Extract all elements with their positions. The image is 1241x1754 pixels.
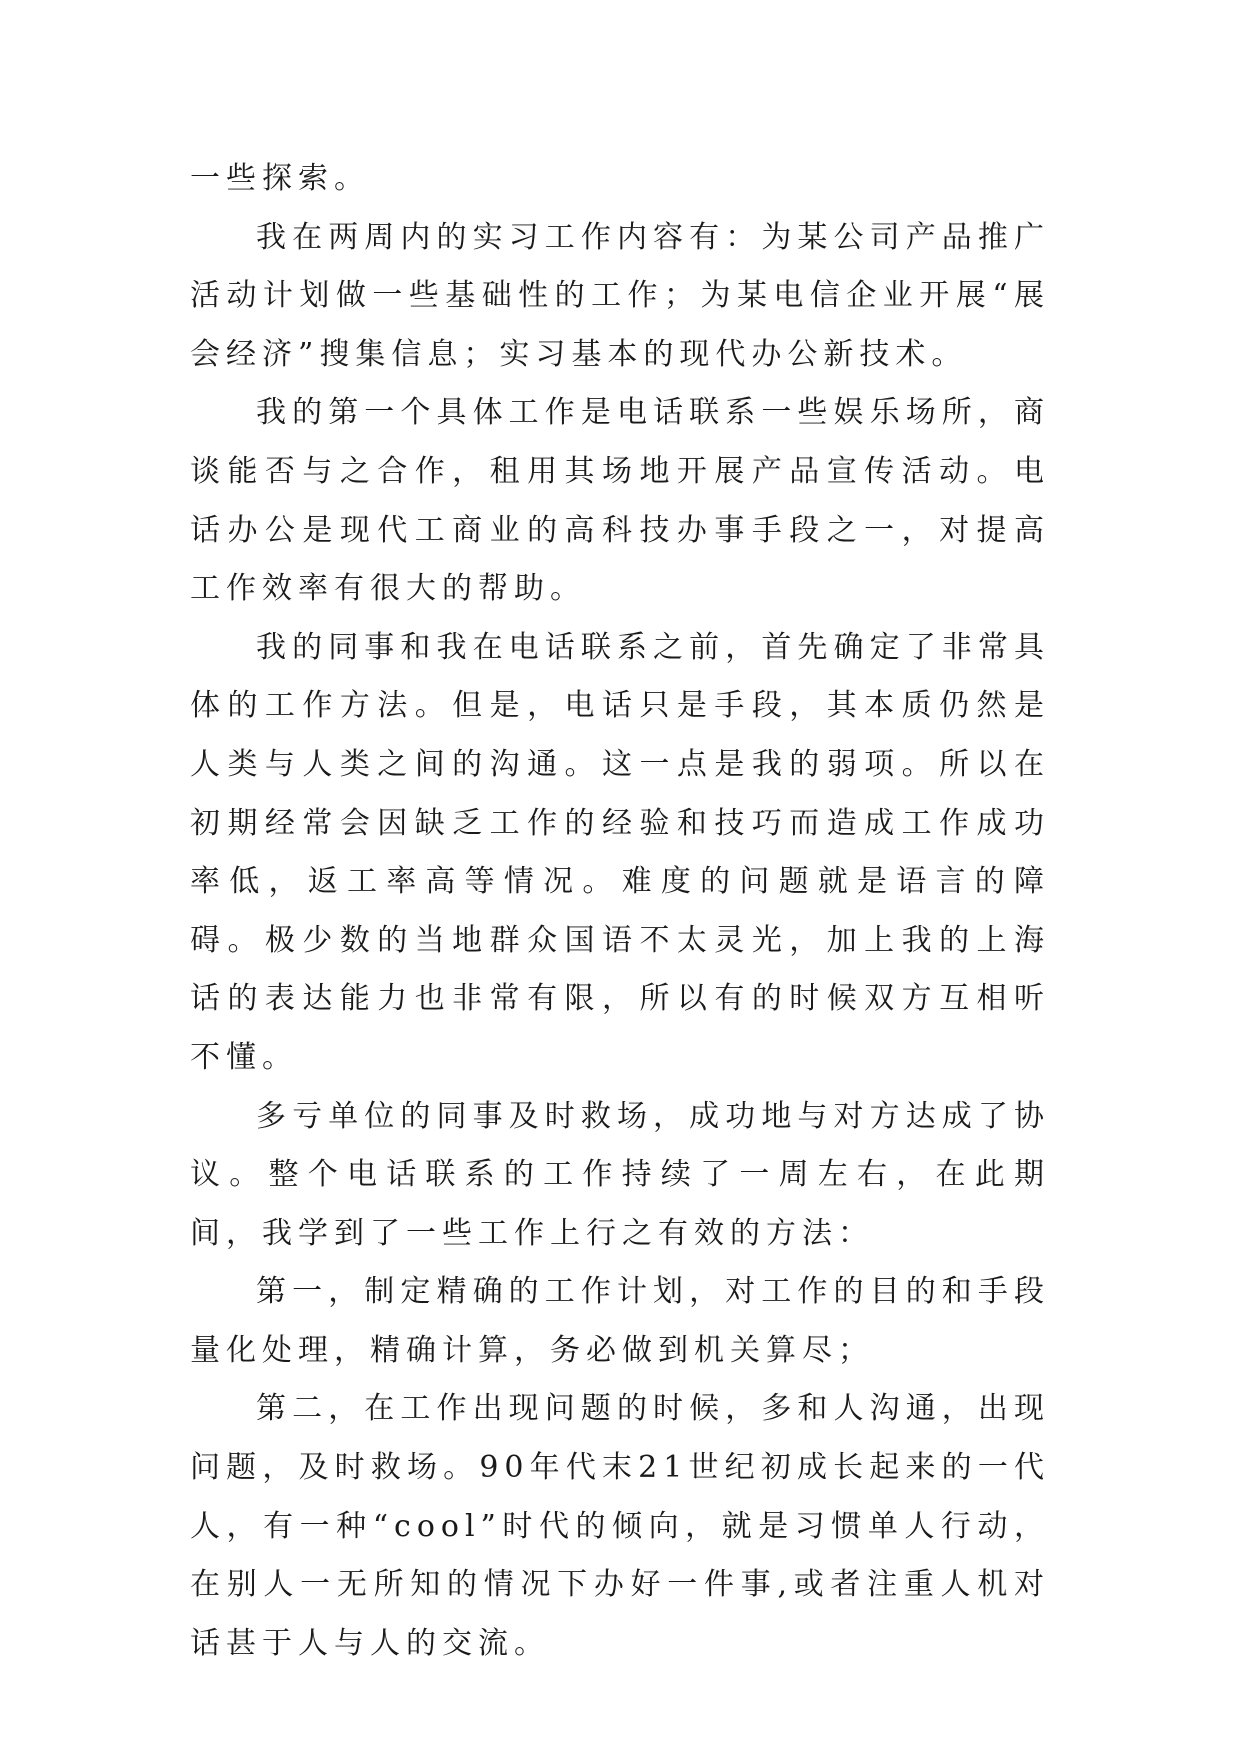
paragraph-7: 第二，在工作出现问题的时候，多和人沟通，出现问题，及时救场。90年代末21世纪初成长起来的一代人，有一种“cool”时代的倾向，就是习惯单人行动，在别人一无所知的情况下办好一件事,或者注重人机对话甚于人与人的交流。 (190, 1391, 1050, 1661)
paragraph-1: 一些探索。 (190, 161, 370, 196)
paragraph-3: 我的第一个具体工作是电话联系一些娱乐场所，商谈能否与之合作，租用其场地开展产品宣传活动。电话办公是现代工商业的高科技办事手段之一，对提高工作效率有很大的帮助。 (190, 395, 1050, 607)
paragraph-5: 多亏单位的同事及时救场，成功地与对方达成了协议。整个电话联系的工作持续了一周左右，在此期间，我学到了一些工作上行之有效的方法： (190, 1098, 1050, 1251)
paragraph-2: 我在两周内的实习工作内容有：为某公司产品推广活动计划做一些基础性的工作；为某电信企业开展“展会经济”搜集信息；实习基本的现代办公新技术。 (190, 219, 1050, 372)
paragraph-4: 我的同事和我在电话联系之前，首先确定了非常具体的工作方法。但是，电话只是手段，其本质仍然是人类与人类之间的沟通。这一点是我的弱项。所以在初期经常会因缺乏工作的经验和技巧而造成工作成功率低，返工率高等情况。难度的问题就是语言的障碍。极少数的当地群众国语不太灵光，加上我的上海话的表达能力也非常有限，所以有的时候双方互相听不懂。 (190, 629, 1050, 1075)
paragraph-6: 第一，制定精确的工作计划，对工作的目的和手段量化处理，精确计算，务必做到机关算尽； (190, 1274, 1050, 1368)
document-body (190, 150, 1050, 1673)
